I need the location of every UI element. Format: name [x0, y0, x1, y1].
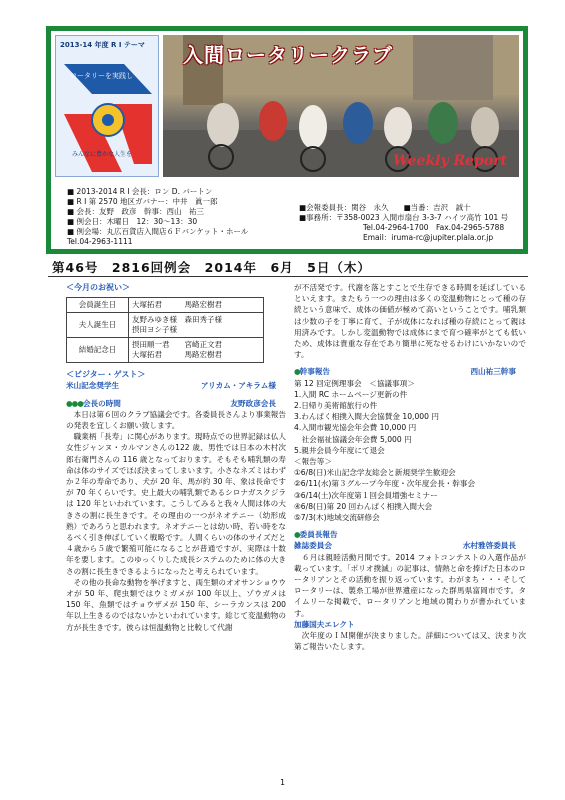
- list-item: 1.入間 RC ホームページ更新の件: [294, 389, 408, 399]
- bullet-dots-icon: ●●●: [66, 398, 83, 408]
- celebration-name: 馬路宏樹君: [184, 300, 222, 310]
- secretary-title: 幹事報告: [299, 367, 331, 377]
- info-club-officers: ■ 会長：友野 政彦 幹事：西山 祐三: [67, 207, 204, 216]
- info-bulletin-chair: ■会報委員長：関谷 永久 ■当番：吉沢 誠十: [299, 203, 471, 212]
- bullet-dot-icon: ●: [294, 367, 300, 377]
- list-item: ③6/14(土)次年度第１回会員増強セミナー: [294, 490, 438, 500]
- list-item: 2.日帰り美術館旅行の件: [294, 401, 378, 411]
- page-number: 1: [279, 778, 286, 787]
- president-heading: [66, 398, 286, 409]
- info-district-governor: ■ R I 第 2570 地区ガバナー：中井 眞一郎: [67, 197, 218, 206]
- magazine-committee-label: 雑誌委員会: [294, 541, 332, 551]
- list-item: 5.親井会員今年度にて退会: [294, 445, 385, 455]
- theme-caption: 2013-14 年度 R I テーマ: [60, 41, 145, 49]
- info-office-phone: Tel.04-2964-1700 Fax.04-2965-5788: [363, 223, 505, 232]
- list-item: ＜報告等＞: [294, 457, 332, 467]
- right-column: [294, 282, 526, 653]
- elect-report: 次年度のＩＭ開催が決まりました。詳細については又、決まり次第ご報告いたします。: [294, 631, 526, 652]
- info-ri-president: ■ 2013-2014 R I 会長：ロン D. バートン: [67, 187, 213, 196]
- committee-title: 委員長報告: [299, 530, 338, 540]
- magazine-report: ６月は親睦活動月間です。2014 フォトコンテストの入選作品が載っています。「ポリオ撲滅」の記事は、情熱と命を捧げた日本のロータリアンとその活動を振り返っています。わがまち・・・そしてロータリーは、製糸工場が世界遺産になった群馬県富岡市です。タイムリーな掲載で、ロータリアンと地域の関わりが書かれています。: [294, 552, 526, 618]
- president-message-continued: が不活発です。代謝を落とすことで生存できる時間を延ばしているといえます。またもう一つの理由は多くの変温動物にとって種の存続という意味で、成体の価値が極めて高いということです。哺乳類は少数の子を丁寧に育て、子が成体になれば種の存続にとって親は用済みです。しかし変温動物では成体にまで育つ確率がとても低いため、成体は貴重な存在であり簡単に死なせるわけにいかないのです。: [294, 283, 526, 360]
- list-item: ①6/8(日)米山記念学友総会と新規奨学生歓迎会: [294, 468, 456, 478]
- celebration-names: [129, 338, 264, 363]
- celebration-name: 大塚拓君 馬路宏樹君: [132, 350, 222, 360]
- weekly-report-title: Weekly Report: [393, 153, 507, 169]
- bullet-dot-icon: ●: [294, 530, 300, 540]
- club-info-left: [67, 187, 297, 247]
- celebration-label: 結婚記念日: [67, 338, 129, 363]
- list-item: 社会福祉協議会年会費 5,000 円: [294, 434, 412, 444]
- logo-text-top: ロータリーを実践し: [70, 72, 133, 80]
- list-item: 第 12 回定例理事会 ＜協議事項＞: [294, 378, 415, 388]
- president-title: 会長の時間: [82, 398, 121, 408]
- meeting-divider: [48, 276, 528, 277]
- visitor-name: アリカム・アキラム様: [200, 381, 276, 391]
- list-item: 4.入間市観光協会年会費 10,000 円: [294, 423, 417, 433]
- club-name: 入間ロータリークラブ: [183, 43, 393, 67]
- info-office-address: ■事務所：〒358-0023 入間市扇台 3-3-7 ハイツ高竹 101 号: [299, 213, 509, 222]
- celebration-names: [129, 313, 264, 338]
- visitor-title: ＜ビジター・ゲスト＞: [66, 370, 146, 380]
- visitor-row: [66, 380, 286, 391]
- celebration-label: 夫人誕生日: [67, 313, 129, 338]
- secretary-report-list: [294, 378, 526, 524]
- left-column: [66, 282, 286, 633]
- meeting-number-date: 第46号 2816回例会 2014年 6月 5日（木）: [52, 260, 371, 275]
- rotary-theme-emblem: [64, 54, 152, 172]
- celebration-names: [129, 298, 264, 313]
- info-meeting-day: ■ 例会日：木曜日 12：30～13：30: [67, 217, 198, 226]
- club-info-right: [299, 203, 523, 243]
- info-venue-tel: Tel.04-2963-1111: [67, 237, 133, 246]
- president-message: 本日は第６回のクラブ協議会です。各委員長さんより事業報告の発表を宜しくお願い致します。 職業柄「長寿」に関心があります。現時点での世界記録は仏人女性ジャンヌ・カルマンさんの122 歳、男性では日本の木村次郎右衛門さんの 116 歳となっております。そもそも哺乳類の寿命は体のサイズでほぼ決まってしまいます。小さなネズミはわずか２年の寿命であり、犬が 20 年、馬が約 30 年、象は長命ですが 70 年くらいです。史上最大の哺乳類であるシロナガスクジラは 120 年といわれています。こうしてみると我々人間は体の大きさの割に長生きです。その理由の一つがネオテニー（幼形成熟）であろうと思われます。ネオテニーとは幼い時、若い時をなるべく引き伸ばしていく戦略です。人間くらいの体のサイズだと４歳から５歳で繁殖可能になることが普通ですが、実際は十数年を要します。このゆっくりした成長システムのために体の大きさの割に長生きできるようになったと考えられています。 その他の長命な動物を挙げますと、両生類のオオサンショウウオが 50 年、爬虫類ではウミガメが 100 年以上、ゾウガメは 150 年、魚類ではチョウザメが 150 年、シーラカンスは 200 年以上生きるのではないかといわれています。総じて変温動物の方が長生きです。彼らは恒温動物と比較して代謝: [66, 409, 286, 632]
- celebration-name: 大塚拓君: [132, 300, 162, 310]
- secretary-name: 西山祐三幹事: [470, 367, 516, 377]
- magazine-chair-name: 水村雅啓委員長: [462, 541, 516, 551]
- celebration-title: ＜今月のお祝い＞: [66, 283, 130, 292]
- secretary-title-wrap: [294, 366, 330, 377]
- table-row: [67, 313, 264, 338]
- magazine-heading: [294, 540, 526, 551]
- celebration-name: 友野みゆき様 森田秀子様: [132, 315, 222, 325]
- logo-text-bottom: みんなに豊かな人生を: [72, 151, 133, 158]
- celebration-name: 摂田順一君 宮崎正文君: [132, 340, 222, 350]
- secretary-heading: [294, 366, 526, 377]
- ri-theme-logo: [55, 35, 159, 177]
- club-info: [55, 181, 523, 249]
- info-office-email: Email：iruma-rc@jupiter.plala.or.jp: [363, 233, 494, 242]
- elect-heading: 加藤国夫エレクト: [294, 619, 355, 629]
- celebration-label: 会員誕生日: [67, 298, 129, 313]
- visitor-category: 米山記念奨学生: [66, 381, 120, 391]
- celebration-table: [66, 297, 264, 363]
- info-meeting-venue: ■ 例会場：丸広百貨店入間店６Ｆバンケット・ホール: [67, 227, 249, 236]
- table-row: [67, 298, 264, 313]
- celebration-name: 摂田ヨシ子様: [132, 325, 177, 335]
- table-row: [67, 338, 264, 363]
- list-item: ②6/11(水)第３グループ今年度・次年度会長・幹事会: [294, 479, 476, 489]
- report-header: [46, 26, 528, 254]
- list-item: 3.わんぱく相撲入間大会協賛金 10,000 円: [294, 412, 439, 422]
- committee-heading: [294, 529, 526, 540]
- cycling-race-photo: [163, 35, 519, 177]
- list-item: ⑤7/3(木)地域交流研修会: [294, 513, 380, 523]
- list-item: ④6/8(日)第 20 回わんぱく相撲入間大会: [294, 501, 433, 511]
- header-banner: [51, 31, 523, 181]
- president-name: 友野政彦会長: [230, 398, 276, 408]
- president-title-wrap: [66, 398, 121, 409]
